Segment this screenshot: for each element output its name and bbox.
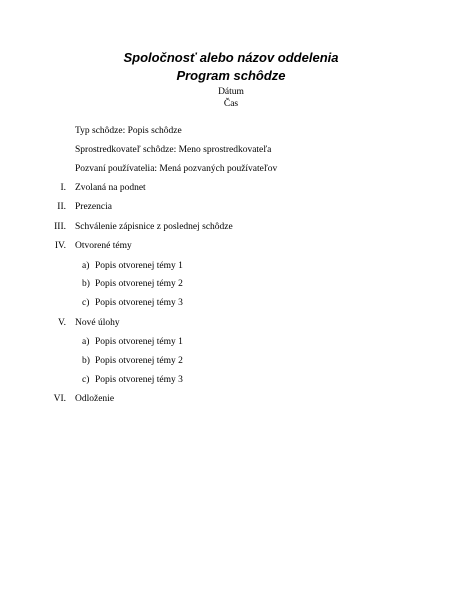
agenda-item-text: Zvolaná na podnet [75,183,146,193]
agenda-subitem-letter: a) [82,337,90,347]
agenda-subitem [0,374,462,386]
agenda-item-number: I. [60,183,66,193]
agenda-subitem-text: Popis otvorenej témy 1 [95,337,183,347]
agenda-subitem-text: Popis otvorenej témy 1 [95,261,183,271]
agenda-subitem-letter: b) [82,356,90,366]
agenda-item [0,221,462,233]
agenda-item-text: Otvorené témy [75,241,132,251]
agenda-subitem-text: Popis otvorenej témy 3 [95,375,183,385]
meeting-date: Dátum [218,87,244,97]
agenda-subitem [0,297,462,309]
meeting-facilitator: Sprostredkovateľ schôdze: Meno sprostredkovateľa [75,145,272,155]
meeting-invitees: Pozvaní používatelia: Mená pozvaných používateľov [75,164,278,174]
agenda-item-text: Schválenie zápisnice z poslednej schôdze [75,222,233,232]
agenda-subitem-text: Popis otvorenej témy 2 [95,279,183,289]
agenda-item [0,240,462,252]
agenda-subitem-text: Popis otvorenej témy 2 [95,356,183,366]
agenda-subitem [0,336,462,348]
agenda-subitem-letter: c) [82,298,90,308]
meeting-time: Čas [223,99,239,109]
agenda-item-text: Nové úlohy [75,318,120,328]
agenda-item-text: Odloženie [75,394,115,404]
document-title: Program schôdze [176,68,286,83]
agenda-item [0,201,462,213]
agenda-item [0,317,462,329]
agenda-subitem [0,278,462,290]
agenda-item-number: V. [57,318,66,328]
agenda-item [0,182,462,194]
agenda-subitem-letter: b) [82,279,90,289]
agenda-item [0,393,462,405]
agenda-item-number: III. [54,222,66,232]
agenda-item-number: IV. [54,241,66,251]
company-name: Spoločnosť alebo názov oddelenia [123,50,339,65]
agenda-item-number: VI. [53,394,66,404]
agenda-subitem [0,260,462,272]
agenda-subitem-letter: c) [82,375,90,385]
agenda-subitem [0,355,462,367]
agenda-subitem-text: Popis otvorenej témy 3 [95,298,183,308]
agenda-subitem-letter: a) [82,261,90,271]
agenda-item-text: Prezencia [75,202,112,212]
agenda-item-number: II. [57,202,66,212]
meeting-type: Typ schôdze: Popis schôdze [75,126,182,136]
